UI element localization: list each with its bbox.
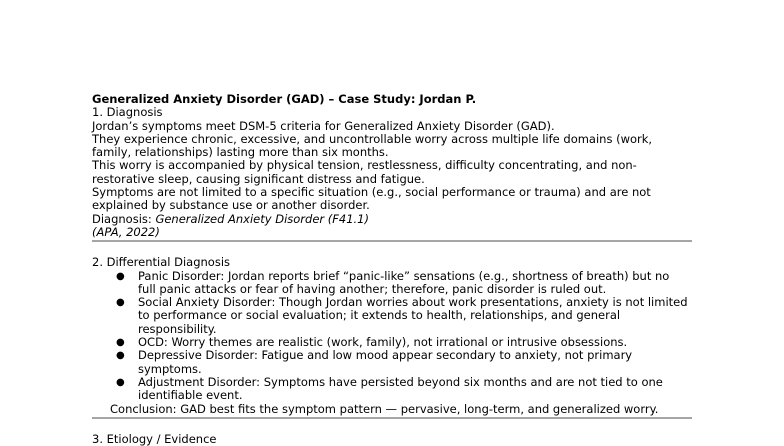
bullet-icon: ● [116, 297, 125, 309]
section-spacer [92, 419, 692, 433]
diagnosis-line-4: This worry is accompanied by physical tension, restlessness, difficulty concentrating, and non- [92, 158, 637, 173]
list-item-line: full panic attacks or fear of having another; therefore, panic disorder is ruled out. [138, 281, 607, 296]
bullet-icon: ● [116, 376, 125, 388]
diagnosis-line-2: They experience chronic, excessive, and uncontrollable worry across multiple life domains (work, [92, 131, 653, 146]
differential-item-depressive [92, 349, 692, 376]
diagnosis-line-3: family, relationships) lasting more than six months. [92, 145, 389, 160]
list-item-line: Panic Disorder: Jordan reports brief “panic-like” sensations (e.g., shortness of breath) but no [138, 268, 670, 283]
bullet-icon: ● [116, 350, 125, 362]
diagnosis-line-7: explained by substance use or another disorder. [92, 198, 370, 213]
bullet-icon: ● [116, 270, 125, 282]
list-item-line: Depressive Disorder: Fatigue and low mood appear secondary to anxiety, not primary [138, 348, 633, 363]
diagnosis-line-5: restorative sleep, causing significant distress and fatigue. [92, 171, 425, 186]
differential-list [92, 270, 692, 403]
document-body [92, 93, 692, 446]
list-item-line: identifiable event. [138, 388, 243, 403]
list-item-line: to performance or social evaluation; it extends to health, relationships, and general [138, 308, 621, 323]
section-heading-diagnosis: 1. Diagnosis [92, 105, 163, 120]
list-item-line: symptoms. [138, 361, 202, 376]
differential-item-social-anxiety [92, 296, 692, 336]
list-item-line: responsibility. [138, 321, 217, 336]
list-item-line: OCD: Worry themes are realistic (work, family), not irrational or intrusive obsessions. [138, 335, 628, 350]
diagnosis-label: Diagnosis: [92, 211, 156, 226]
list-item-line: Adjustment Disorder: Symptoms have persisted beyond six months and are not tied to one [138, 374, 663, 389]
differential-item-adjustment [92, 376, 692, 403]
diagnosis-statement [92, 213, 692, 226]
diagnosis-line-6: Symptoms are not limited to a specific situation (e.g., social performance or trauma) and are not [92, 185, 651, 200]
list-item-line: Social Anxiety Disorder: Though Jordan worries about work presentations, anxiety is not limited [138, 295, 688, 310]
bullet-icon: ● [116, 337, 125, 349]
section-heading-differential: 2. Differential Diagnosis [92, 255, 231, 270]
differential-item-ocd [92, 336, 692, 349]
diagnosis-value: Generalized Anxiety Disorder (F41.1) [155, 211, 369, 226]
section-spacer [92, 242, 692, 256]
diagnosis-line-1: Jordan’s symptoms meet DSM-5 criteria for Generalized Anxiety Disorder (GAD). [92, 118, 555, 133]
differential-item-panic [92, 270, 692, 297]
document-title: Generalized Anxiety Disorder (GAD) – Case Study: Jordan P. [92, 92, 477, 106]
diagnosis-citation [92, 226, 692, 239]
differential-conclusion: Conclusion: GAD best fits the symptom pattern — pervasive, long-term, and generalized worry. [110, 401, 659, 416]
citation-text: (APA, 2022) [92, 224, 160, 239]
section-heading-etiology: 3. Etiology / Evidence [92, 431, 217, 446]
